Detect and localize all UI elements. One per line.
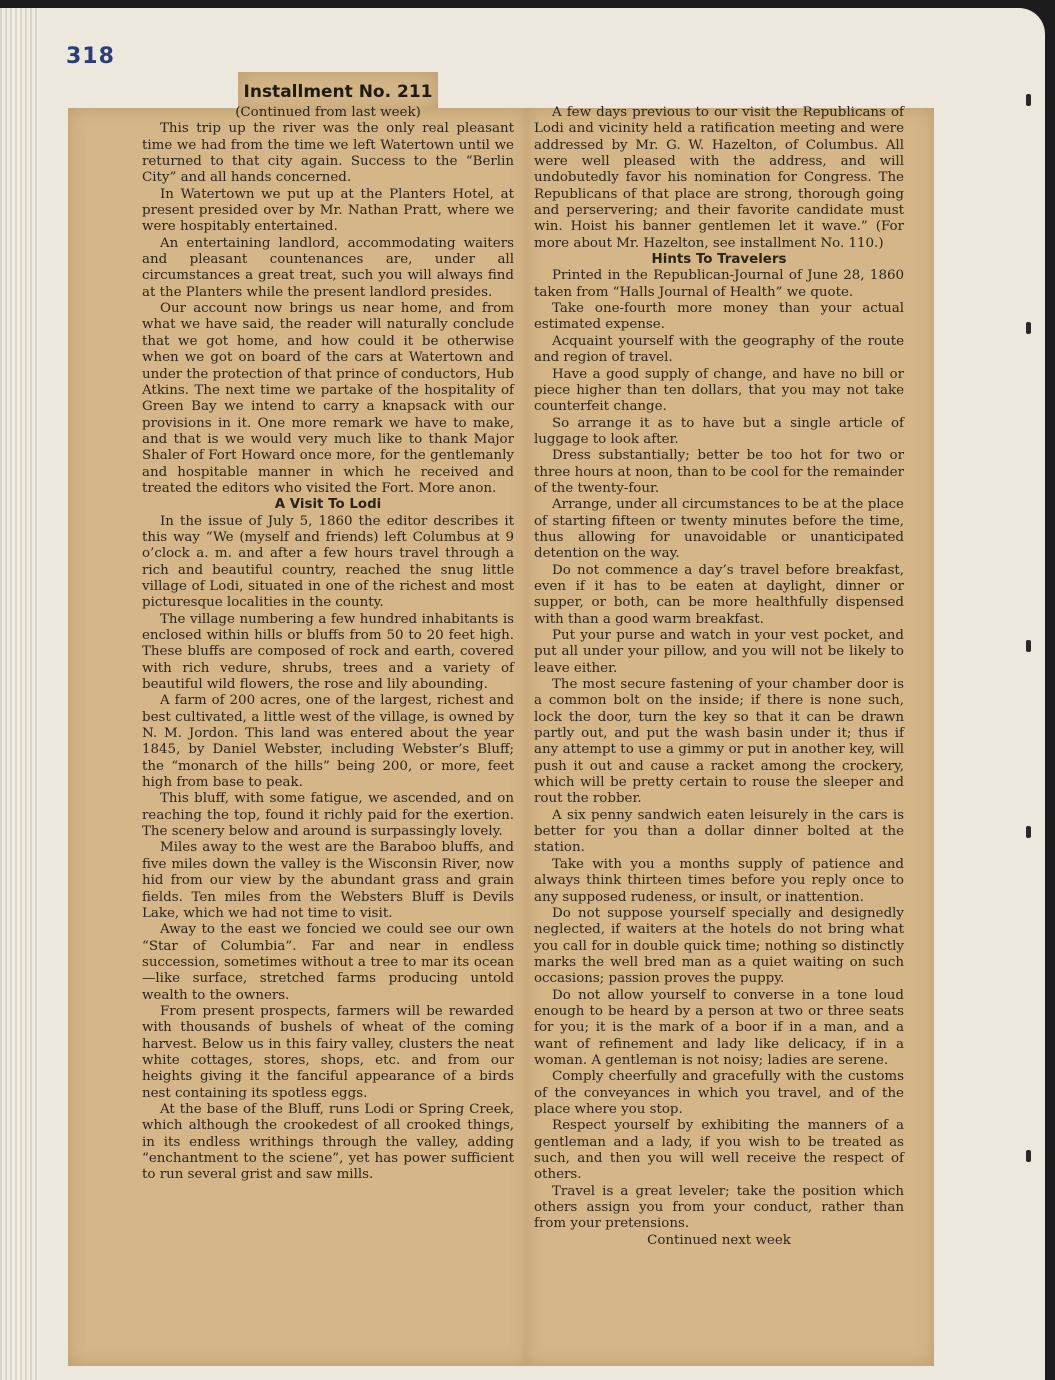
article-paragraph: At the base of the Bluff, runs Lodi or Spring Creek, which although the crookedest of all crooked things, in its endless writhings through the valley, adding “enchantment to the sciene”, yet has power sufficient to run several grist and saw mills. <box>142 1101 514 1183</box>
binding-mark <box>1026 826 1031 838</box>
article-paragraph: A few days previous to our visit the Republicans of Lodi and vicinity held a ratification meeting and were addressed by Mr. G. W. Hazelton, of Columbus. All were well pleased with the address, and will undobutedly favor his nomination for Congress. The Republicans of that place are strong, thorough going and perservering; and their favorite candidate must win. Hoist his banner gentlemen let it wave.” (For more about Mr. Hazelton, see installment No. 110.) <box>534 105 904 251</box>
article-paragraph: An entertaining landlord, accommodating waiters and pleasant countenances are, under all circumstances a great treat, such you will always find at the Planters while the present landlord presides. <box>142 235 514 300</box>
article-paragraph: The most secure fastening of your chamber door is a common bolt on the inside; if there is none such, lock the door, turn the key so that it can be drawn partly out, and put the wash basin under it; thus if any attempt to use a gimmy or put in another key, will push it out and cause a racket among the crockery, which will be pretty certain to rouse the sleeper and rout the robber. <box>534 677 904 807</box>
section-heading-hints: Hints To Travelers <box>651 252 787 268</box>
binding-mark <box>1026 94 1031 106</box>
article-paragraph: Away to the east we foncied we could see our own “Star of Columbia”. Far and near in endless succession, sometimes without a tree to mar its ocean—like surface, stretched farms producing untold wealth to the owners. <box>142 922 514 1003</box>
right-article-column <box>534 105 904 1249</box>
installment-title: Installment No. 211 <box>243 82 433 102</box>
article-paragraph: Take with you a months supply of patience and always think thirteen times before you reply once to any supposed rudeness, or insult, or inattention. <box>534 856 904 905</box>
article-paragraph: Do not suppose yourself specially and designedly neglected, if waiters at the hotels do not bring what you call for in double quick time; nothing so distinctly marks the well bred man as a quiet waiting on such occasions; passion proves the puppy. <box>534 905 904 987</box>
scrapbook-page <box>0 8 1045 1380</box>
article-paragraph: This trip up the river was the only real pleasant time we had from the time we left Watertown until we returned to that city again. Success to the “Berlin City” and all hands concerned. <box>142 121 514 186</box>
continued-next-note: Continued next week <box>647 1232 791 1248</box>
article-paragraph: Put your purse and watch in your vest pocket, and put all under your pillow, and you will not be likely to leave either. <box>534 628 904 676</box>
article-paragraph: Miles away to the west are the Baraboo bluffs, and five miles down the valley is the Wisconsin River, now hid from our view by the abundant grass and grain fields. Ten miles from the Websters Bluff is Devils Lake, which we had not time to visit. <box>142 840 514 921</box>
article-paragraph: From present prospects, farmers will be rewarded with thousands of bushels of wheat of the coming harvest. Below us in this fairy valley, clusters the neat white cottages, stores, shops, etc. and from our heights giving it the fanciful appearance of a birds nest containing its spotless eggs. <box>142 1003 514 1101</box>
article-paragraph: Printed in the Republican-Journal of June 28, 1860 taken from “Halls Journal of Health” we quote. <box>534 268 904 300</box>
left-article-column <box>142 105 514 1184</box>
article-paragraph: Do not allow yourself to converse in a tone loud enough to be heard by a person at two or three seats for you; it is the mark of a boor if in a man, and a want of refinement and lady like delicacy, if in a woman. A gentleman is not noisy; ladies are serene. <box>534 987 904 1068</box>
continued-from-note: (Continued from last week) <box>235 105 421 120</box>
article-paragraph: Travel is a great leveler; take the position which others assign you from your conduct, rather than from your pretensions. <box>534 1183 904 1232</box>
article-paragraph: Comply cheerfully and gracefully with the customs of the conveyances in which you travel, and of the place where you stop. <box>534 1069 904 1117</box>
section-heading-lodi: A Visit To Lodi <box>274 497 382 513</box>
article-paragraph: Dress substantially; better be too hot for two or three hours at noon, than to be cool for the remainder of the twenty-four. <box>534 448 904 496</box>
binding-mark <box>1026 322 1031 334</box>
binding-mark <box>1026 1150 1031 1162</box>
stacked-page-edges <box>0 8 40 1380</box>
article-paragraph: In the issue of July 5, 1860 the editor describes it this way “We (myself and friends) left Columbus at 9 o’clock a. m. and after a few hours travel through a rich and beautiful country, reached the snug little village of Lodi, situated in one of the richest and most picturesque localities in the county. <box>142 513 514 611</box>
article-paragraph: A six penny sandwich eaten leisurely in the cars is better for you than a dollar dinner bolted at the station. <box>534 807 904 856</box>
page-number: 318 <box>66 44 115 69</box>
article-paragraph: Have a good supply of change, and have no bill or piece higher than ten dollars, that you may not take counterfeit change. <box>534 366 904 415</box>
article-paragraph: Arrange, under all circumstances to be at the place of starting fifteen or twenty minutes before the time, thus allowing for unavoidable or unanticipated detention on the way. <box>534 497 904 562</box>
article-paragraph: Our account now brings us near home, and from what we have said, the reader will naturally conclude that we got home, and how could it be otherwise when we got on board of the cars at Watertown and under the protection of that prince of conductors, Hub Atkins. The next time we partake of the hospitality of Green Bay we intend to carry a knapsack with our provisions in it. One more remark we have to make, and that is we would very much like to thank Major Shaler of Fort Howard once more, for the gentlemanly and hospitable manner in which he received and treated the editors who visited the Fort. More anon. <box>142 301 514 496</box>
article-paragraph: Acquaint yourself with the geography of the route and region of travel. <box>534 333 904 366</box>
article-paragraph: Take one-fourth more money than your actual estimated expense. <box>534 301 904 333</box>
article-paragraph: Do not commence a day’s travel before breakfast, even if it has to be eaten at daylight, dinner or supper, or both, can be more healthfully dispensed with than a good warm breakfast. <box>534 562 904 627</box>
article-paragraph: In Watertown we put up at the Planters Hotel, at present presided over by Mr. Nathan Pratt, where we were hospitably entertained. <box>142 186 514 235</box>
article-paragraph: A farm of 200 acres, one of the largest, richest and best cultivated, a little west of the village, is owned by N. M. Jordon. This land was entered about the year 1845, by Daniel Webster, including Webster’s Bluff; the “monarch of the hills” being 200, or more, feet high from base to peak. <box>142 693 514 791</box>
article-paragraph: Respect yourself by exhibiting the manners of a gentleman and a lady, if you wish to be treated as such, and then you will well receive the respect of others. <box>534 1118 904 1183</box>
article-paragraph: This bluff, with some fatigue, we ascended, and on reaching the top, found it richly paid for the exertion. The scenery below and around is surpassingly lovely. <box>142 791 514 840</box>
binding-mark <box>1026 640 1031 652</box>
article-paragraph: So arrange it as to have but a single article of luggage to look after. <box>534 415 904 447</box>
article-paragraph: The village numbering a few hundred inhabitants is enclosed within hills or bluffs from 50 to 20 feet high. These bluffs are composed of rock and earth, covered with rich vedure, shrubs, trees and a variety of beautiful wild flowers, the rose and lily abounding. <box>142 611 514 693</box>
